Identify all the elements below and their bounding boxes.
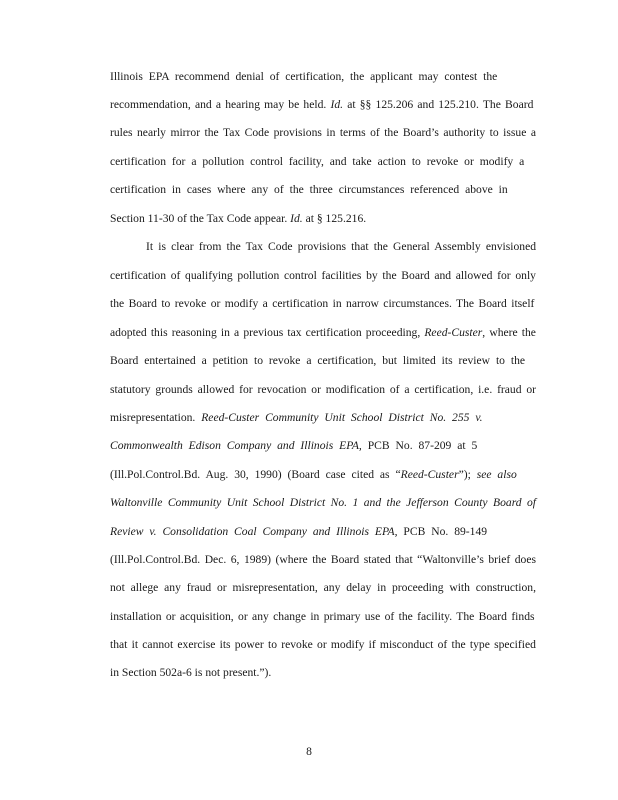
italic-citation-text: see also [476, 468, 517, 481]
text-line [110, 496, 536, 510]
line-text-segment: ”); [458, 468, 477, 481]
italic-citation-text: Commonwealth Edison Company and Illinois EPA, [110, 439, 362, 452]
line-text-segment: , where the [482, 326, 536, 339]
text-line [110, 183, 508, 197]
line-text-segment: not allege any fraud or misrepresentation, any delay in proceeding with construction, [110, 581, 536, 594]
line-text-segment: the Board to revoke or modify a certification in narrow circumstances. The Board itself [110, 297, 535, 310]
text-line [110, 297, 534, 311]
text-line [110, 383, 536, 397]
text-line [110, 581, 536, 595]
text-line [110, 126, 536, 140]
text-line [110, 269, 536, 283]
italic-citation-text: Reed-Custer Community Unit School District No. 255 v. [201, 411, 483, 424]
italic-citation-text: Id. [330, 98, 344, 111]
text-line [110, 610, 535, 624]
text-line [110, 666, 271, 680]
line-text-segment: rules nearly mirror the Tax Code provisions in terms of the Board’s authority to issue a [110, 126, 536, 139]
text-line [110, 439, 477, 453]
line-text-segment: (Ill.Pol.Control.Bd. Aug. 30, 1990) (Board case cited as “ [110, 468, 401, 481]
line-text-segment: certification of qualifying pollution control facilities by the Board and allowed for only [110, 269, 536, 282]
line-text-segment: at §§ 125.206 and 125.210. The Board [343, 98, 534, 111]
line-text-segment: PCB No. 89-149 [397, 525, 488, 538]
line-text-segment: statutory grounds allowed for revocation or modification of a certification, i.e. fraud or [110, 383, 537, 396]
line-text-segment: Section 11-30 of the Tax Code appear. [110, 212, 291, 225]
text-line [110, 354, 525, 368]
line-text-segment: recommendation, and a hearing may be held. [110, 98, 331, 111]
text-line [110, 525, 487, 539]
italic-citation-text: Reed-Custer [424, 326, 483, 339]
text-line [110, 638, 536, 652]
line-text-segment: Board entertained a petition to revoke a certification, but limited its review to the [110, 354, 526, 367]
italic-citation-text: Reed-Custer [400, 468, 459, 481]
line-text-segment: installation or acquisition, or any change in primary use of the facility. The Board finds [110, 610, 535, 623]
line-text-segment: Illinois EPA recommend denial of certification, the applicant may contest the [110, 70, 498, 83]
text-line [110, 553, 536, 567]
line-text-segment: (Ill.Pol.Control.Bd. Dec. 6, 1989) (where the Board stated that “Waltonville’s brief does [110, 553, 537, 566]
line-text-segment: adopted this reasoning in a previous tax certification proceeding, [110, 326, 425, 339]
text-line [110, 411, 483, 425]
line-text-segment: PCB No. 87-209 at 5 [361, 439, 478, 452]
text-line [110, 98, 533, 112]
line-text-segment: in Section 502a-6 is not present.”). [110, 666, 272, 679]
text-line [146, 240, 536, 254]
text-line [110, 326, 536, 340]
line-text-segment: at § 125.216. [302, 212, 367, 225]
italic-citation-text: Review v. Consolidation Coal Company and Illinois EPA, [110, 525, 398, 538]
italic-citation-text: Id. [290, 212, 303, 225]
text-line [110, 468, 517, 482]
line-text-segment: certification in cases where any of the three circumstances referenced above in [110, 183, 508, 196]
text-line [110, 155, 524, 169]
text-line [110, 70, 497, 84]
line-text-segment: It is clear from the Tax Code provisions that the General Assembly envisioned [146, 240, 537, 253]
line-text-segment: misrepresentation. [110, 411, 202, 424]
line-text-segment: certification for a pollution control facility, and take action to revoke or modify a [110, 155, 525, 168]
text-line [110, 212, 366, 226]
page-number: 8 [306, 745, 312, 758]
italic-citation-text: Waltonville Community Unit School District No. 1 and the Jefferson County Board of [110, 496, 537, 509]
line-text-segment: that it cannot exercise its power to revoke or modify if misconduct of the type specified [110, 638, 536, 651]
